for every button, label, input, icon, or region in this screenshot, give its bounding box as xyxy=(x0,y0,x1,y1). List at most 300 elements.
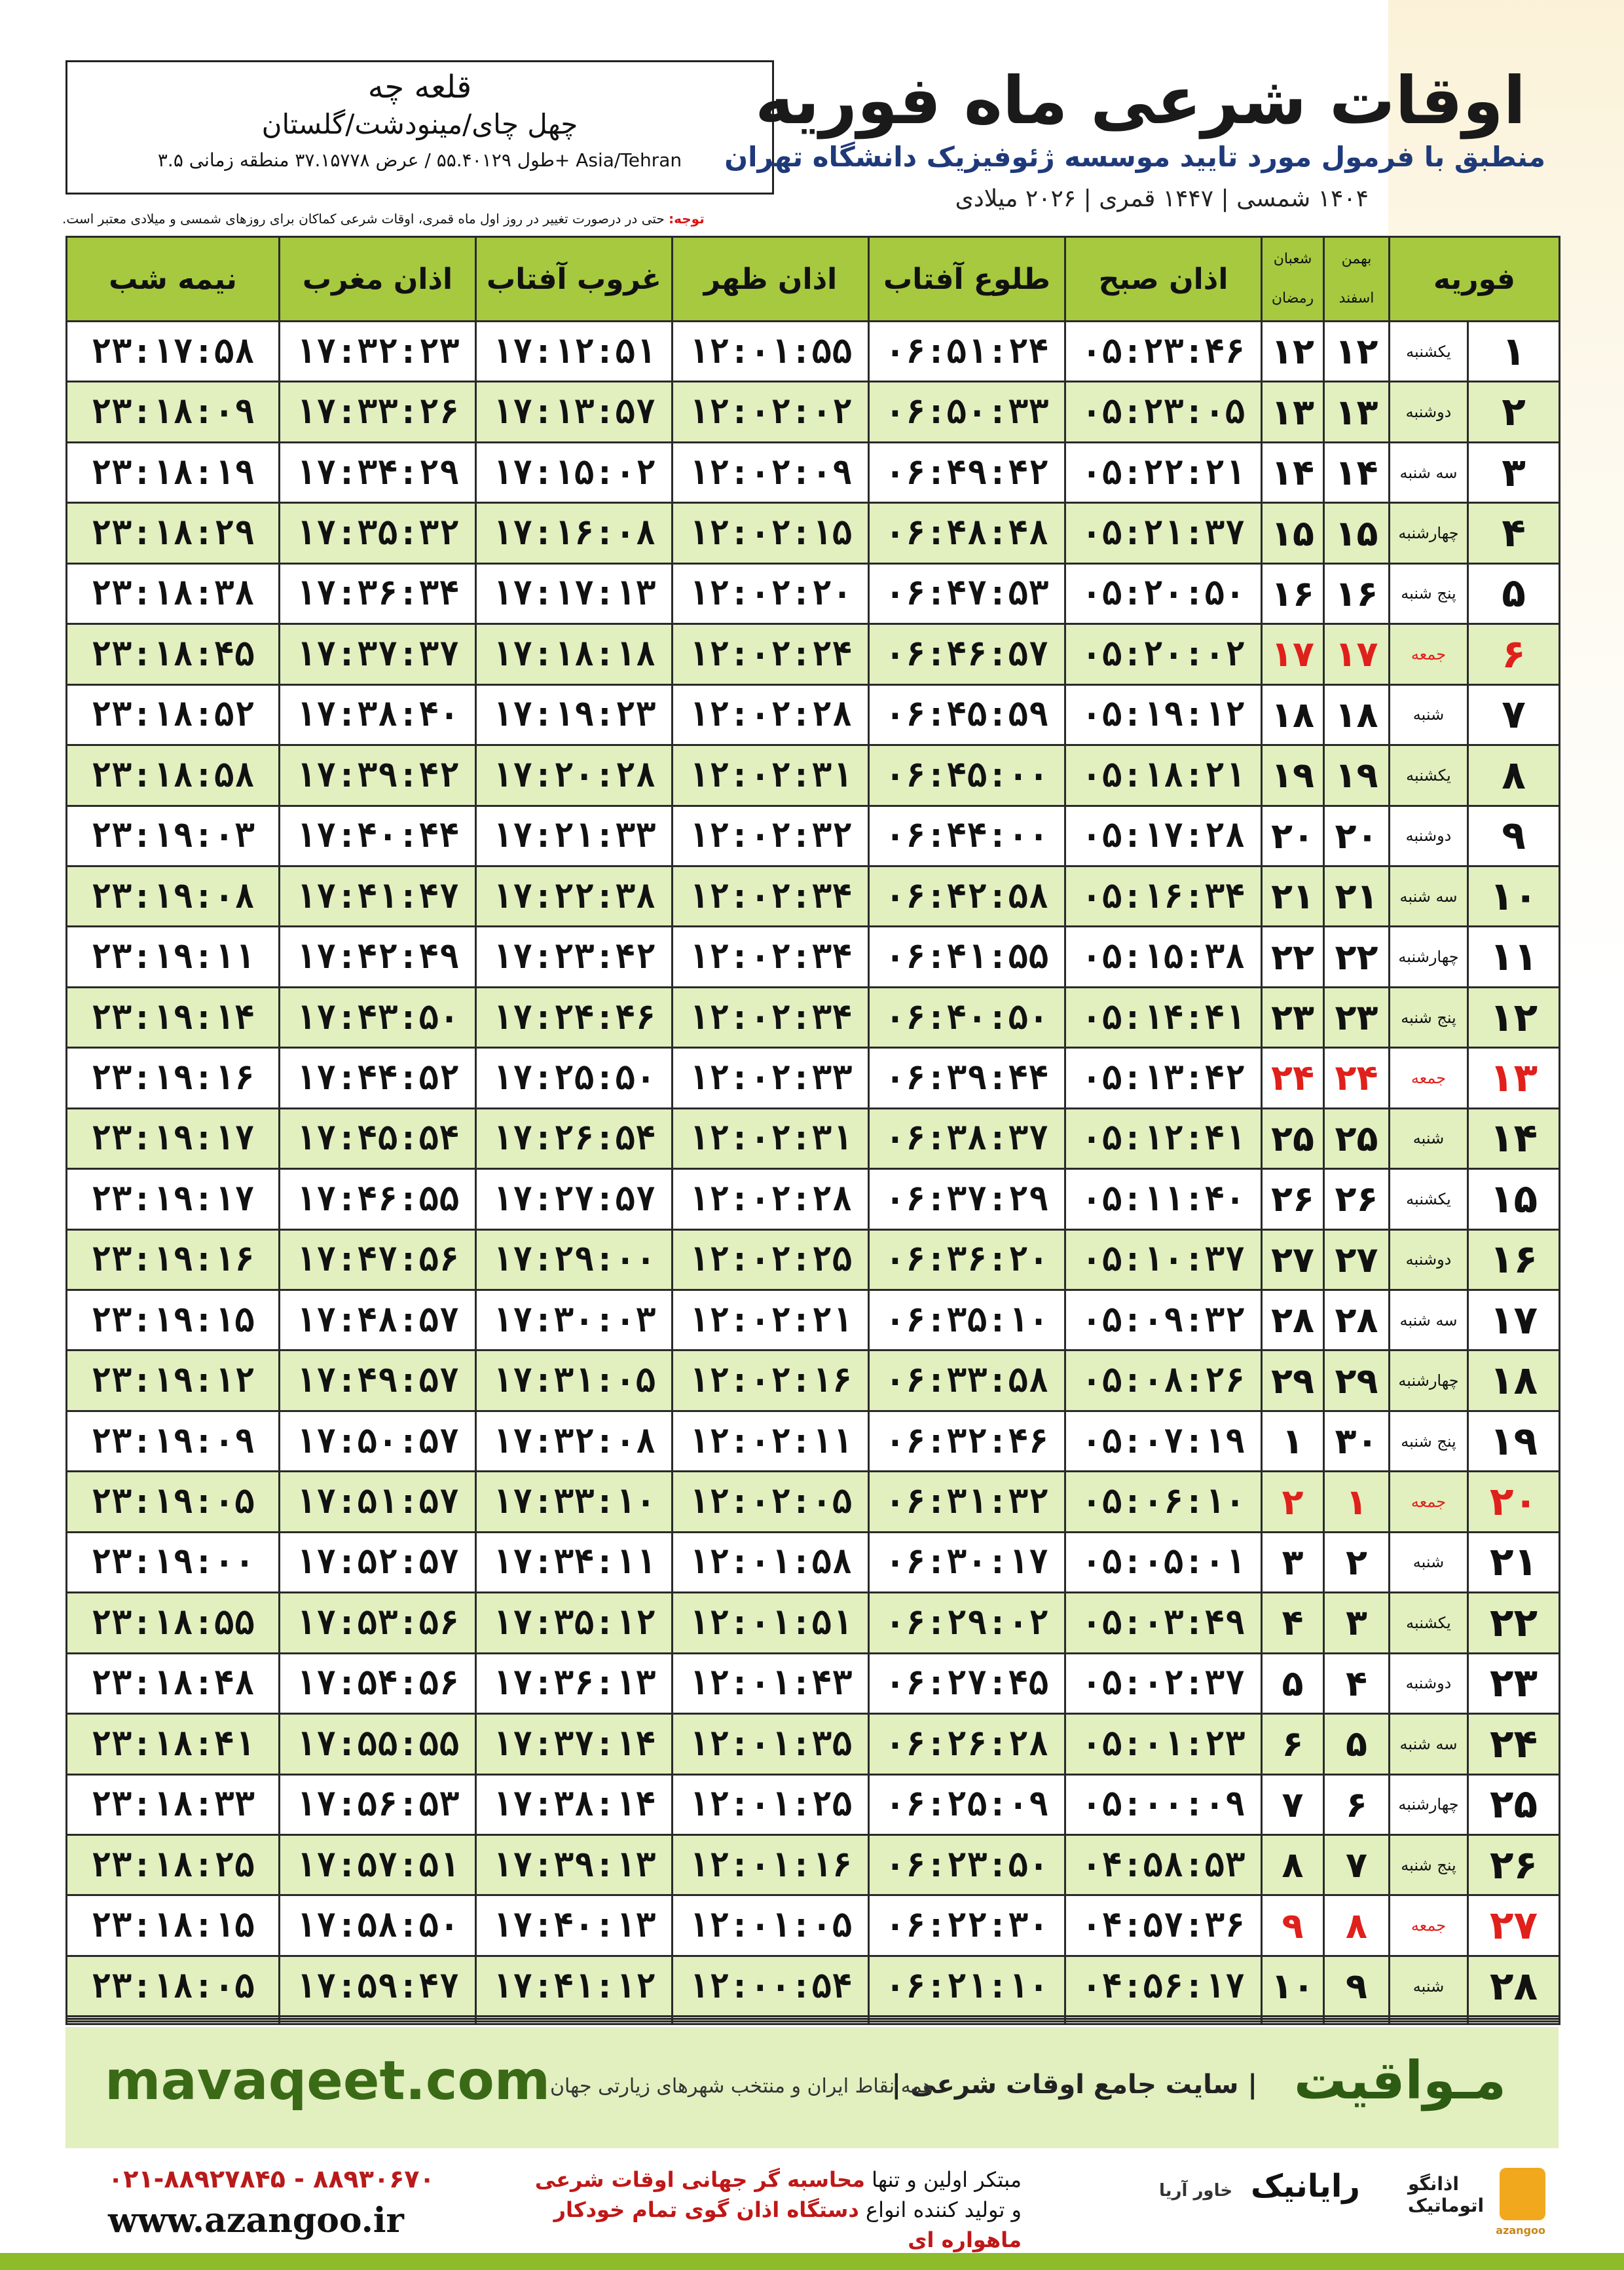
row-sunset: ۱۷:۳۷:۱۴ xyxy=(476,1714,673,1774)
row-midnight: ۲۳:۱۸:۰۵ xyxy=(67,1956,280,2016)
row-fajr: ۰۵:۲۳:۴۶ xyxy=(1065,322,1262,382)
row-qamari-day: ۶ xyxy=(1262,1714,1324,1774)
row-fajr: ۰۵:۲۰:۰۲ xyxy=(1065,624,1262,684)
row-qamari-day: ۱۵ xyxy=(1262,503,1324,563)
row-day: ۷ xyxy=(1468,684,1560,745)
prayer-times-table xyxy=(65,236,1560,2025)
row-shamsi-day: ۲۶ xyxy=(1324,1169,1390,1229)
row-day: ۱۰ xyxy=(1468,866,1560,926)
table-row xyxy=(67,866,1560,926)
row-dhuhr: ۱۲:۰۲:۲۸ xyxy=(673,1169,869,1229)
row-dhuhr: ۱۲:۰۱:۰۵ xyxy=(673,1895,869,1956)
table-row xyxy=(67,563,1560,623)
table-row xyxy=(67,1108,1560,1168)
row-fajr: ۰۵:۲۰:۵۰ xyxy=(1065,563,1262,623)
row-fajr: ۰۵:۲۲:۲۱ xyxy=(1065,442,1262,502)
row-qamari-day: ۱۲ xyxy=(1262,322,1324,382)
row-sunrise: ۰۶:۴۱:۵۵ xyxy=(869,927,1065,987)
row-qamari-day: ۴ xyxy=(1262,1593,1324,1653)
row-qamari-day: ۲ xyxy=(1262,1472,1324,1532)
table-row xyxy=(67,806,1560,866)
row-fajr: ۰۵:۰۱:۲۳ xyxy=(1065,1714,1262,1774)
row-shamsi-day: ۷ xyxy=(1324,1834,1390,1895)
row-qamari-day: ۲۷ xyxy=(1262,1229,1324,1290)
row-qamari-day: ۲۲ xyxy=(1262,927,1324,987)
row-shamsi-day: ۲۰ xyxy=(1324,806,1390,866)
row-day: ۱۹ xyxy=(1468,1411,1560,1471)
row-sunrise: ۰۶:۴۶:۵۷ xyxy=(869,624,1065,684)
row-sunrise: ۰۶:۴۵:۵۹ xyxy=(869,684,1065,745)
row-midnight: ۲۳:۱۹:۱۴ xyxy=(67,987,280,1047)
row-shamsi-day: ۲۱ xyxy=(1324,866,1390,926)
row-dhuhr: ۱۲:۰۲:۲۵ xyxy=(673,1229,869,1290)
row-day: ۱۳ xyxy=(1468,1048,1560,1108)
row-day: ۵ xyxy=(1468,563,1560,623)
table-row xyxy=(67,927,1560,987)
row-qamari-day: ۲۹ xyxy=(1262,1350,1324,1411)
row-sunrise: ۰۶:۵۱:۲۴ xyxy=(869,322,1065,382)
row-weekday: چهارشنبه xyxy=(1390,1774,1468,1834)
row-dhuhr: ۱۲:۰۱:۵۸ xyxy=(673,1532,869,1592)
row-maghrib: ۱۷:۵۴:۵۶ xyxy=(280,1653,476,1713)
empty-cell xyxy=(1468,2021,1560,2024)
row-shamsi-day: ۲۹ xyxy=(1324,1350,1390,1411)
col-maghrib: اذان مغرب xyxy=(280,237,476,322)
empty-cell xyxy=(280,2021,476,2024)
row-sunset: ۱۷:۳۵:۱۲ xyxy=(476,1593,673,1653)
row-day: ۱۱ xyxy=(1468,927,1560,987)
row-weekday: جمعه xyxy=(1390,1895,1468,1956)
row-midnight: ۲۳:۱۸:۳۳ xyxy=(67,1774,280,1834)
row-shamsi-day: ۲۳ xyxy=(1324,987,1390,1047)
row-dhuhr: ۱۲:۰۲:۰۵ xyxy=(673,1472,869,1532)
row-dhuhr: ۱۲:۰۲:۳۴ xyxy=(673,927,869,987)
row-weekday: دوشنبه xyxy=(1390,1229,1468,1290)
azangoo-icon xyxy=(1500,2168,1545,2220)
col-qamari-2: رمضان xyxy=(1271,290,1314,307)
col-dhuhr: اذان ظهر xyxy=(673,237,869,322)
row-sunset: ۱۷:۱۷:۱۳ xyxy=(476,563,673,623)
row-maghrib: ۱۷:۵۳:۵۶ xyxy=(280,1593,476,1653)
col-fajr: اذان صبح xyxy=(1065,237,1262,322)
row-weekday: پنج شنبه xyxy=(1390,987,1468,1047)
row-shamsi-day: ۴ xyxy=(1324,1653,1390,1713)
row-sunrise: ۰۶:۳۶:۲۰ xyxy=(869,1229,1065,1290)
row-dhuhr: ۱۲:۰۲:۳۱ xyxy=(673,745,869,806)
row-weekday: شنبه xyxy=(1390,1532,1468,1592)
table-row xyxy=(67,1290,1560,1350)
empty-cell xyxy=(476,2021,673,2024)
row-qamari-day: ۲۵ xyxy=(1262,1108,1324,1168)
empty-cell xyxy=(1065,2021,1262,2024)
row-sunset: ۱۷:۱۹:۲۳ xyxy=(476,684,673,745)
row-midnight: ۲۳:۱۸:۴۵ xyxy=(67,624,280,684)
row-shamsi-day: ۲۲ xyxy=(1324,927,1390,987)
row-day: ۲۰ xyxy=(1468,1472,1560,1532)
row-sunset: ۱۷:۱۲:۵۱ xyxy=(476,322,673,382)
logos xyxy=(1120,2161,1545,2246)
row-weekday: چهارشنبه xyxy=(1390,927,1468,987)
row-day: ۱۴ xyxy=(1468,1108,1560,1168)
row-shamsi-day: ۲۷ xyxy=(1324,1229,1390,1290)
row-maghrib: ۱۷:۳۶:۳۴ xyxy=(280,563,476,623)
col-qamari-1: شعبان xyxy=(1273,251,1312,267)
row-shamsi-day: ۵ xyxy=(1324,1714,1390,1774)
row-qamari-day: ۳ xyxy=(1262,1532,1324,1592)
row-sunset: ۱۷:۲۳:۴۲ xyxy=(476,927,673,987)
row-sunset: ۱۷:۲۰:۲۸ xyxy=(476,745,673,806)
row-weekday: شنبه xyxy=(1390,1108,1468,1168)
row-dhuhr: ۱۲:۰۱:۳۵ xyxy=(673,1714,869,1774)
row-shamsi-day: ۲۸ xyxy=(1324,1290,1390,1350)
azangoo-logo xyxy=(1408,2168,1545,2237)
row-weekday: سه شنبه xyxy=(1390,442,1468,502)
row-midnight: ۲۳:۱۷:۵۸ xyxy=(67,322,280,382)
row-sunset: ۱۷:۲۵:۵۰ xyxy=(476,1048,673,1108)
blurb-1b: محاسبه گر جهانی اوقات شرعی xyxy=(534,2167,865,2192)
row-qamari-day: ۸ xyxy=(1262,1834,1324,1895)
table-row xyxy=(67,1229,1560,1290)
row-maghrib: ۱۷:۳۴:۲۹ xyxy=(280,442,476,502)
empty-cell xyxy=(869,2021,1065,2024)
row-dhuhr: ۱۲:۰۲:۰۲ xyxy=(673,382,869,442)
empty-cell xyxy=(673,2021,869,2024)
blurb-1a: مبتکر اولین و تنها xyxy=(872,2167,1022,2192)
page-subtitle: منطبق با فرمول مورد تایید موسسه ژئوفیزیک دانشگاه تهران xyxy=(724,141,1545,173)
row-fajr: ۰۵:۱۰:۳۷ xyxy=(1065,1229,1262,1290)
row-fajr: ۰۵:۱۱:۴۰ xyxy=(1065,1169,1262,1229)
row-sunrise: ۰۶:۲۱:۱۰ xyxy=(869,1956,1065,2016)
row-fajr: ۰۵:۱۵:۳۸ xyxy=(1065,927,1262,987)
row-weekday: یکشنبه xyxy=(1390,322,1468,382)
row-sunrise: ۰۶:۴۷:۵۳ xyxy=(869,563,1065,623)
empty-cell xyxy=(67,2021,280,2024)
table-row xyxy=(67,1169,1560,1229)
row-sunset: ۱۷:۳۸:۱۴ xyxy=(476,1774,673,1834)
col-qamari xyxy=(1262,237,1324,322)
row-midnight: ۲۳:۱۸:۵۵ xyxy=(67,1593,280,1653)
row-maghrib: ۱۷:۵۶:۵۳ xyxy=(280,1774,476,1834)
row-sunrise: ۰۶:۲۹:۰۲ xyxy=(869,1593,1065,1653)
row-dhuhr: ۱۲:۰۲:۱۵ xyxy=(673,503,869,563)
row-shamsi-day: ۱۳ xyxy=(1324,382,1390,442)
rayanik-logo: رایانیک xyxy=(1251,2168,1360,2205)
row-shamsi-day: ۱۹ xyxy=(1324,745,1390,806)
row-midnight: ۲۳:۱۹:۱۶ xyxy=(67,1048,280,1108)
row-day: ۱۶ xyxy=(1468,1229,1560,1290)
row-qamari-day: ۱ xyxy=(1262,1411,1324,1471)
row-qamari-day: ۲۸ xyxy=(1262,1290,1324,1350)
table-row xyxy=(67,1714,1560,1774)
row-maghrib: ۱۷:۵۱:۵۷ xyxy=(280,1472,476,1532)
company-blurb xyxy=(498,2165,1022,2255)
empty-cell xyxy=(1390,2021,1468,2024)
row-midnight: ۲۳:۱۹:۱۵ xyxy=(67,1290,280,1350)
row-sunset: ۱۷:۱۸:۱۸ xyxy=(476,624,673,684)
row-maghrib: ۱۷:۴۹:۵۷ xyxy=(280,1350,476,1411)
row-sunset: ۱۷:۳۰:۰۳ xyxy=(476,1290,673,1350)
row-qamari-day: ۲۰ xyxy=(1262,806,1324,866)
row-midnight: ۲۳:۱۹:۱۷ xyxy=(67,1169,280,1229)
note-text: حتی در درصورت تغییر در روز اول ماه قمری، اوقات شرعی کماکان برای روزهای شمسی و میلادی معتبر است. xyxy=(62,211,665,227)
note-label: توجه: xyxy=(669,211,705,227)
row-sunrise: ۰۶:۳۳:۵۸ xyxy=(869,1350,1065,1411)
footer-tagline-sub: همه نقاط ایران و منتخب شهرهای زیارتی جهان xyxy=(550,2075,933,2098)
row-sunrise: ۰۶:۵۰:۳۳ xyxy=(869,382,1065,442)
row-midnight: ۲۳:۱۹:۰۳ xyxy=(67,806,280,866)
row-qamari-day: ۵ xyxy=(1262,1653,1324,1713)
row-sunset: ۱۷:۳۶:۱۳ xyxy=(476,1653,673,1713)
table-row xyxy=(67,1350,1560,1411)
location-path: چهل چای/مینودشت/گلستان xyxy=(261,108,578,140)
row-qamari-day: ۱۶ xyxy=(1262,563,1324,623)
row-sunrise: ۰۶:۴۲:۵۸ xyxy=(869,866,1065,926)
row-fajr: ۰۵:۰۲:۳۷ xyxy=(1065,1653,1262,1713)
row-fajr: ۰۵:۱۳:۴۲ xyxy=(1065,1048,1262,1108)
row-fajr: ۰۵:۱۷:۲۸ xyxy=(1065,806,1262,866)
row-qamari-day: ۲۴ xyxy=(1262,1048,1324,1108)
row-sunrise: ۰۶:۲۵:۰۹ xyxy=(869,1774,1065,1834)
row-maghrib: ۱۷:۳۳:۲۶ xyxy=(280,382,476,442)
row-shamsi-day: ۹ xyxy=(1324,1956,1390,2016)
col-sunrise: طلوع آفتاب xyxy=(869,237,1065,322)
city-name: قلعه چه xyxy=(367,69,472,105)
coordinates: طول ۵۵.۴۰۱۲۹ / عرض ۳۷.۱۵۷۷۸ منطقه زمانی ۳.۵+ Asia/Tehran xyxy=(157,149,682,171)
row-qamari-day: ۱۴ xyxy=(1262,442,1324,502)
row-dhuhr: ۱۲:۰۲:۳۲ xyxy=(673,806,869,866)
row-maghrib: ۱۷:۵۲:۵۷ xyxy=(280,1532,476,1592)
row-maghrib: ۱۷:۴۱:۴۷ xyxy=(280,866,476,926)
row-sunrise: ۰۶:۴۸:۴۸ xyxy=(869,503,1065,563)
row-midnight: ۲۳:۱۸:۱۵ xyxy=(67,1895,280,1956)
row-fajr: ۰۵:۲۱:۳۷ xyxy=(1065,503,1262,563)
row-midnight: ۲۳:۱۸:۳۸ xyxy=(67,563,280,623)
row-sunset: ۱۷:۱۵:۰۲ xyxy=(476,442,673,502)
row-midnight: ۲۳:۱۸:۱۹ xyxy=(67,442,280,502)
website-link[interactable]: www.azangoo.ir xyxy=(108,2201,404,2241)
row-midnight: ۲۳:۱۸:۲۹ xyxy=(67,503,280,563)
row-maghrib: ۱۷:۴۸:۵۷ xyxy=(280,1290,476,1350)
row-weekday: دوشنبه xyxy=(1390,806,1468,866)
row-day: ۲۷ xyxy=(1468,1895,1560,1956)
table-row xyxy=(67,745,1560,806)
row-maghrib: ۱۷:۴۴:۵۲ xyxy=(280,1048,476,1108)
row-weekday: سه شنبه xyxy=(1390,1714,1468,1774)
table-row xyxy=(67,322,1560,382)
empty-cell xyxy=(1262,2021,1324,2024)
row-maghrib: ۱۷:۴۶:۵۵ xyxy=(280,1169,476,1229)
page-title: اوقات شرعی ماه فوریه xyxy=(755,62,1526,139)
row-day: ۹ xyxy=(1468,806,1560,866)
row-sunset: ۱۷:۲۱:۳۳ xyxy=(476,806,673,866)
row-fajr: ۰۵:۰۸:۲۶ xyxy=(1065,1350,1262,1411)
row-fajr: ۰۵:۱۹:۱۲ xyxy=(1065,684,1262,745)
row-midnight: ۲۳:۱۹:۱۶ xyxy=(67,1229,280,1290)
row-sunrise: ۰۶:۳۰:۱۷ xyxy=(869,1532,1065,1592)
row-fajr: ۰۵:۲۳:۰۵ xyxy=(1065,382,1262,442)
row-day: ۲۲ xyxy=(1468,1593,1560,1653)
row-weekday: سه شنبه xyxy=(1390,866,1468,926)
row-shamsi-day: ۶ xyxy=(1324,1774,1390,1834)
row-sunset: ۱۷:۲۷:۵۷ xyxy=(476,1169,673,1229)
table-row xyxy=(67,684,1560,745)
row-weekday: یکشنبه xyxy=(1390,1593,1468,1653)
row-weekday: یکشنبه xyxy=(1390,745,1468,806)
row-dhuhr: ۱۲:۰۲:۳۴ xyxy=(673,866,869,926)
row-sunrise: ۰۶:۲۳:۵۰ xyxy=(869,1834,1065,1895)
row-sunset: ۱۷:۳۳:۱۰ xyxy=(476,1472,673,1532)
row-midnight: ۲۳:۱۹:۱۲ xyxy=(67,1350,280,1411)
row-day: ۱۲ xyxy=(1468,987,1560,1047)
row-day: ۲۶ xyxy=(1468,1834,1560,1895)
row-qamari-day: ۷ xyxy=(1262,1774,1324,1834)
row-shamsi-day: ۸ xyxy=(1324,1895,1390,1956)
row-dhuhr: ۱۲:۰۲:۳۱ xyxy=(673,1108,869,1168)
row-sunrise: ۰۶:۳۷:۲۹ xyxy=(869,1169,1065,1229)
row-shamsi-day: ۱۶ xyxy=(1324,563,1390,623)
table-row xyxy=(67,503,1560,563)
row-qamari-day: ۹ xyxy=(1262,1895,1324,1956)
row-maghrib: ۱۷:۵۸:۵۰ xyxy=(280,1895,476,1956)
row-sunrise: ۰۶:۳۱:۳۲ xyxy=(869,1472,1065,1532)
table-row xyxy=(67,987,1560,1047)
row-fajr: ۰۴:۵۷:۳۶ xyxy=(1065,1895,1262,1956)
row-weekday: جمعه xyxy=(1390,1472,1468,1532)
row-weekday: چهارشنبه xyxy=(1390,503,1468,563)
row-dhuhr: ۱۲:۰۲:۳۴ xyxy=(673,987,869,1047)
row-fajr: ۰۵:۰۰:۰۹ xyxy=(1065,1774,1262,1834)
row-weekday: پنج شنبه xyxy=(1390,1834,1468,1895)
row-fajr: ۰۵:۰۵:۰۱ xyxy=(1065,1532,1262,1592)
row-day: ۲۴ xyxy=(1468,1714,1560,1774)
row-midnight: ۲۳:۱۸:۴۱ xyxy=(67,1714,280,1774)
row-day: ۱۷ xyxy=(1468,1290,1560,1350)
row-day: ۸ xyxy=(1468,745,1560,806)
azangoo-name: اذانگو اتوماتیک xyxy=(1408,2173,1485,2216)
row-weekday: سه شنبه xyxy=(1390,1290,1468,1350)
row-weekday: چهارشنبه xyxy=(1390,1350,1468,1411)
row-sunset: ۱۷:۳۹:۱۳ xyxy=(476,1834,673,1895)
row-qamari-day: ۲۳ xyxy=(1262,987,1324,1047)
row-fajr: ۰۵:۰۶:۱۰ xyxy=(1065,1472,1262,1532)
row-day: ۲۳ xyxy=(1468,1653,1560,1713)
row-sunrise: ۰۶:۲۶:۲۸ xyxy=(869,1714,1065,1774)
row-shamsi-day: ۱۲ xyxy=(1324,322,1390,382)
row-qamari-day: ۱۳ xyxy=(1262,382,1324,442)
col-sunset: غروب آفتاب xyxy=(476,237,673,322)
row-qamari-day: ۱۰ xyxy=(1262,1956,1324,2016)
row-maghrib: ۱۷:۳۹:۴۲ xyxy=(280,745,476,806)
row-maghrib: ۱۷:۴۵:۵۴ xyxy=(280,1108,476,1168)
blurb-2b: دستگاه اذان گوی تمام خودکار ماهواره ای xyxy=(553,2197,1022,2252)
row-qamari-day: ۲۱ xyxy=(1262,866,1324,926)
col-shamsi-1: بهمن xyxy=(1341,251,1372,267)
row-sunset: ۱۷:۲۴:۴۶ xyxy=(476,987,673,1047)
footer-brand: مـواقیت xyxy=(1293,2050,1506,2111)
blurb-2a: و تولید کننده انواع xyxy=(865,2197,1022,2222)
row-maghrib: ۱۷:۴۰:۴۴ xyxy=(280,806,476,866)
row-midnight: ۲۳:۱۹:۰۵ xyxy=(67,1472,280,1532)
table-row xyxy=(67,624,1560,684)
row-weekday: دوشنبه xyxy=(1390,1653,1468,1713)
col-midnight: نیمه شب xyxy=(67,237,280,322)
row-dhuhr: ۱۲:۰۰:۵۴ xyxy=(673,1956,869,2016)
footer-site-link[interactable]: mavaqeet.com xyxy=(105,2050,551,2112)
table-row xyxy=(67,1532,1560,1592)
col-shamsi-2: اسفند xyxy=(1338,290,1375,307)
bottom-bar xyxy=(0,2253,1624,2270)
row-maghrib: ۱۷:۵۹:۴۷ xyxy=(280,1956,476,2016)
table-row xyxy=(67,442,1560,502)
row-shamsi-day: ۱۷ xyxy=(1324,624,1390,684)
row-qamari-day: ۲۶ xyxy=(1262,1169,1324,1229)
phone-numbers: ۰۲۱-۸۸۹۲۷۸۴۵ - ۸۸۹۳۰۶۷۰ xyxy=(108,2165,435,2193)
table-row xyxy=(67,1472,1560,1532)
note xyxy=(62,211,783,227)
row-fajr: ۰۵:۱۲:۴۱ xyxy=(1065,1108,1262,1168)
row-fajr: ۰۵:۰۹:۳۲ xyxy=(1065,1290,1262,1350)
row-sunrise: ۰۶:۳۸:۳۷ xyxy=(869,1108,1065,1168)
row-qamari-day: ۱۷ xyxy=(1262,624,1324,684)
row-sunset: ۱۷:۲۲:۳۸ xyxy=(476,866,673,926)
row-weekday: شنبه xyxy=(1390,1956,1468,2016)
row-sunrise: ۰۶:۴۴:۰۰ xyxy=(869,806,1065,866)
row-fajr: ۰۵:۰۳:۴۹ xyxy=(1065,1593,1262,1653)
row-day: ۴ xyxy=(1468,503,1560,563)
row-weekday: پنج شنبه xyxy=(1390,563,1468,623)
row-day: ۲ xyxy=(1468,382,1560,442)
row-fajr: ۰۵:۰۷:۱۹ xyxy=(1065,1411,1262,1471)
row-dhuhr: ۱۲:۰۲:۲۴ xyxy=(673,624,869,684)
row-midnight: ۲۳:۱۸:۴۸ xyxy=(67,1653,280,1713)
khavar-logo: خاور آریا xyxy=(1159,2181,1233,2201)
table-row xyxy=(67,1593,1560,1653)
row-day: ۱۵ xyxy=(1468,1169,1560,1229)
row-fajr: ۰۴:۵۶:۱۷ xyxy=(1065,1956,1262,2016)
row-dhuhr: ۱۲:۰۱:۵۱ xyxy=(673,1593,869,1653)
row-day: ۶ xyxy=(1468,624,1560,684)
row-midnight: ۲۳:۱۸:۵۸ xyxy=(67,745,280,806)
row-dhuhr: ۱۲:۰۱:۲۵ xyxy=(673,1774,869,1834)
row-dhuhr: ۱۲:۰۱:۱۶ xyxy=(673,1834,869,1895)
row-qamari-day: ۱۹ xyxy=(1262,745,1324,806)
azangoo-sub: azangoo xyxy=(1496,2224,1545,2237)
row-fajr: ۰۵:۱۴:۴۱ xyxy=(1065,987,1262,1047)
row-dhuhr: ۱۲:۰۲:۲۱ xyxy=(673,1290,869,1350)
row-sunset: ۱۷:۳۱:۰۵ xyxy=(476,1350,673,1411)
row-weekday: یکشنبه xyxy=(1390,1169,1468,1229)
col-shamsi xyxy=(1324,237,1390,322)
row-shamsi-day: ۳ xyxy=(1324,1593,1390,1653)
row-weekday: جمعه xyxy=(1390,624,1468,684)
col-month: فوریه xyxy=(1390,237,1560,322)
row-sunset: ۱۷:۴۰:۱۳ xyxy=(476,1895,673,1956)
calendar-years: ۱۴۰۴ شمسی | ۱۴۴۷ قمری | ۲۰۲۶ میلادی xyxy=(955,185,1369,212)
row-shamsi-day: ۳۰ xyxy=(1324,1411,1390,1471)
empty-cell xyxy=(1324,2021,1390,2024)
row-maghrib: ۱۷:۳۵:۳۲ xyxy=(280,503,476,563)
row-midnight: ۲۳:۱۹:۰۸ xyxy=(67,866,280,926)
row-midnight: ۲۳:۱۸:۲۵ xyxy=(67,1834,280,1895)
row-sunrise: ۰۶:۴۰:۵۰ xyxy=(869,987,1065,1047)
row-dhuhr: ۱۲:۰۱:۴۳ xyxy=(673,1653,869,1713)
row-dhuhr: ۱۲:۰۲:۲۰ xyxy=(673,563,869,623)
row-fajr: ۰۵:۱۶:۳۴ xyxy=(1065,866,1262,926)
row-qamari-day: ۱۸ xyxy=(1262,684,1324,745)
footer-tagline: | سایت جامع اوقات شرعی | xyxy=(891,2070,1257,2100)
row-midnight: ۲۳:۱۹:۰۹ xyxy=(67,1411,280,1471)
row-maghrib: ۱۷:۴۳:۵۰ xyxy=(280,987,476,1047)
